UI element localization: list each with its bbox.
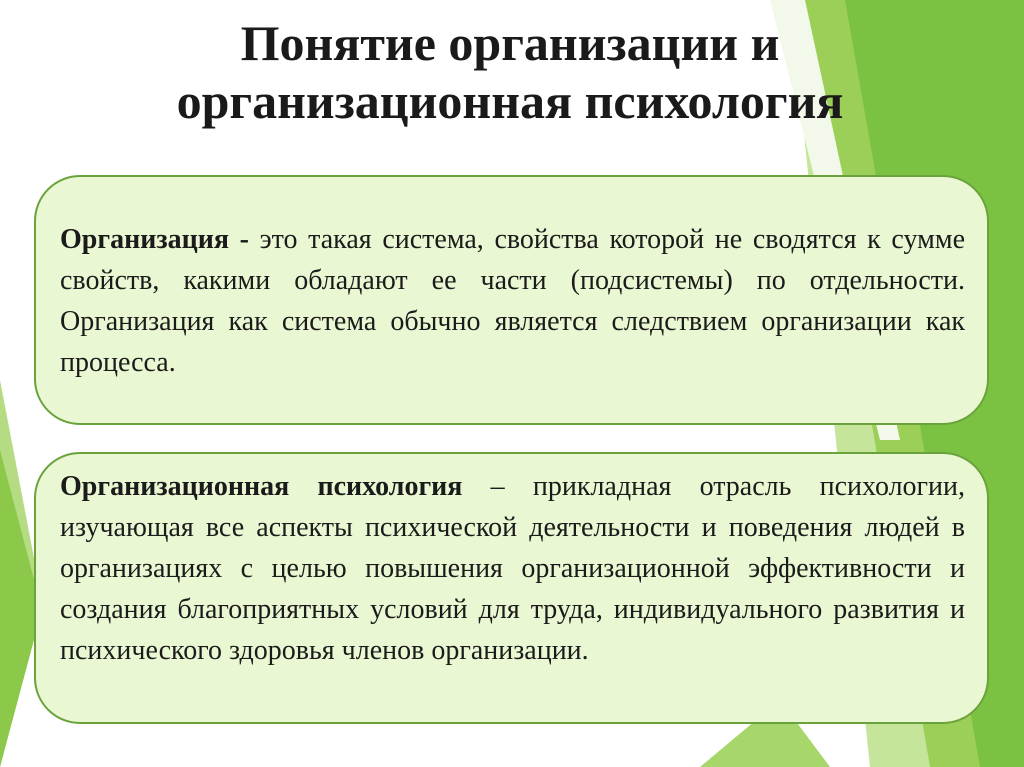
title-line-2: организационная психология	[176, 73, 844, 129]
term-org-psychology: Организационная психология	[60, 471, 463, 502]
definition-box-org-psychology	[34, 452, 989, 724]
definition-box-organization	[34, 175, 989, 425]
definition-text-organization: это такая система, свойства которой не сводятся к сумме свойств, какими обладают ее части (подсистемы) по отдельности. Организация как система обычно является следствием организации как процесса.	[60, 224, 965, 378]
term-organization: Организация -	[60, 224, 249, 255]
title-line-1: Понятие организации и	[240, 15, 780, 71]
slide-title	[60, 14, 960, 130]
definition-text-org-psychology: – прикладная отрасль психологии, изучающая все аспекты психической деятельности и поведения людей в организациях с целью повышения организационной эффективности и создания благоприятных условий для труда, индивидуального развития и психического здоровья членов организации.	[60, 471, 966, 666]
